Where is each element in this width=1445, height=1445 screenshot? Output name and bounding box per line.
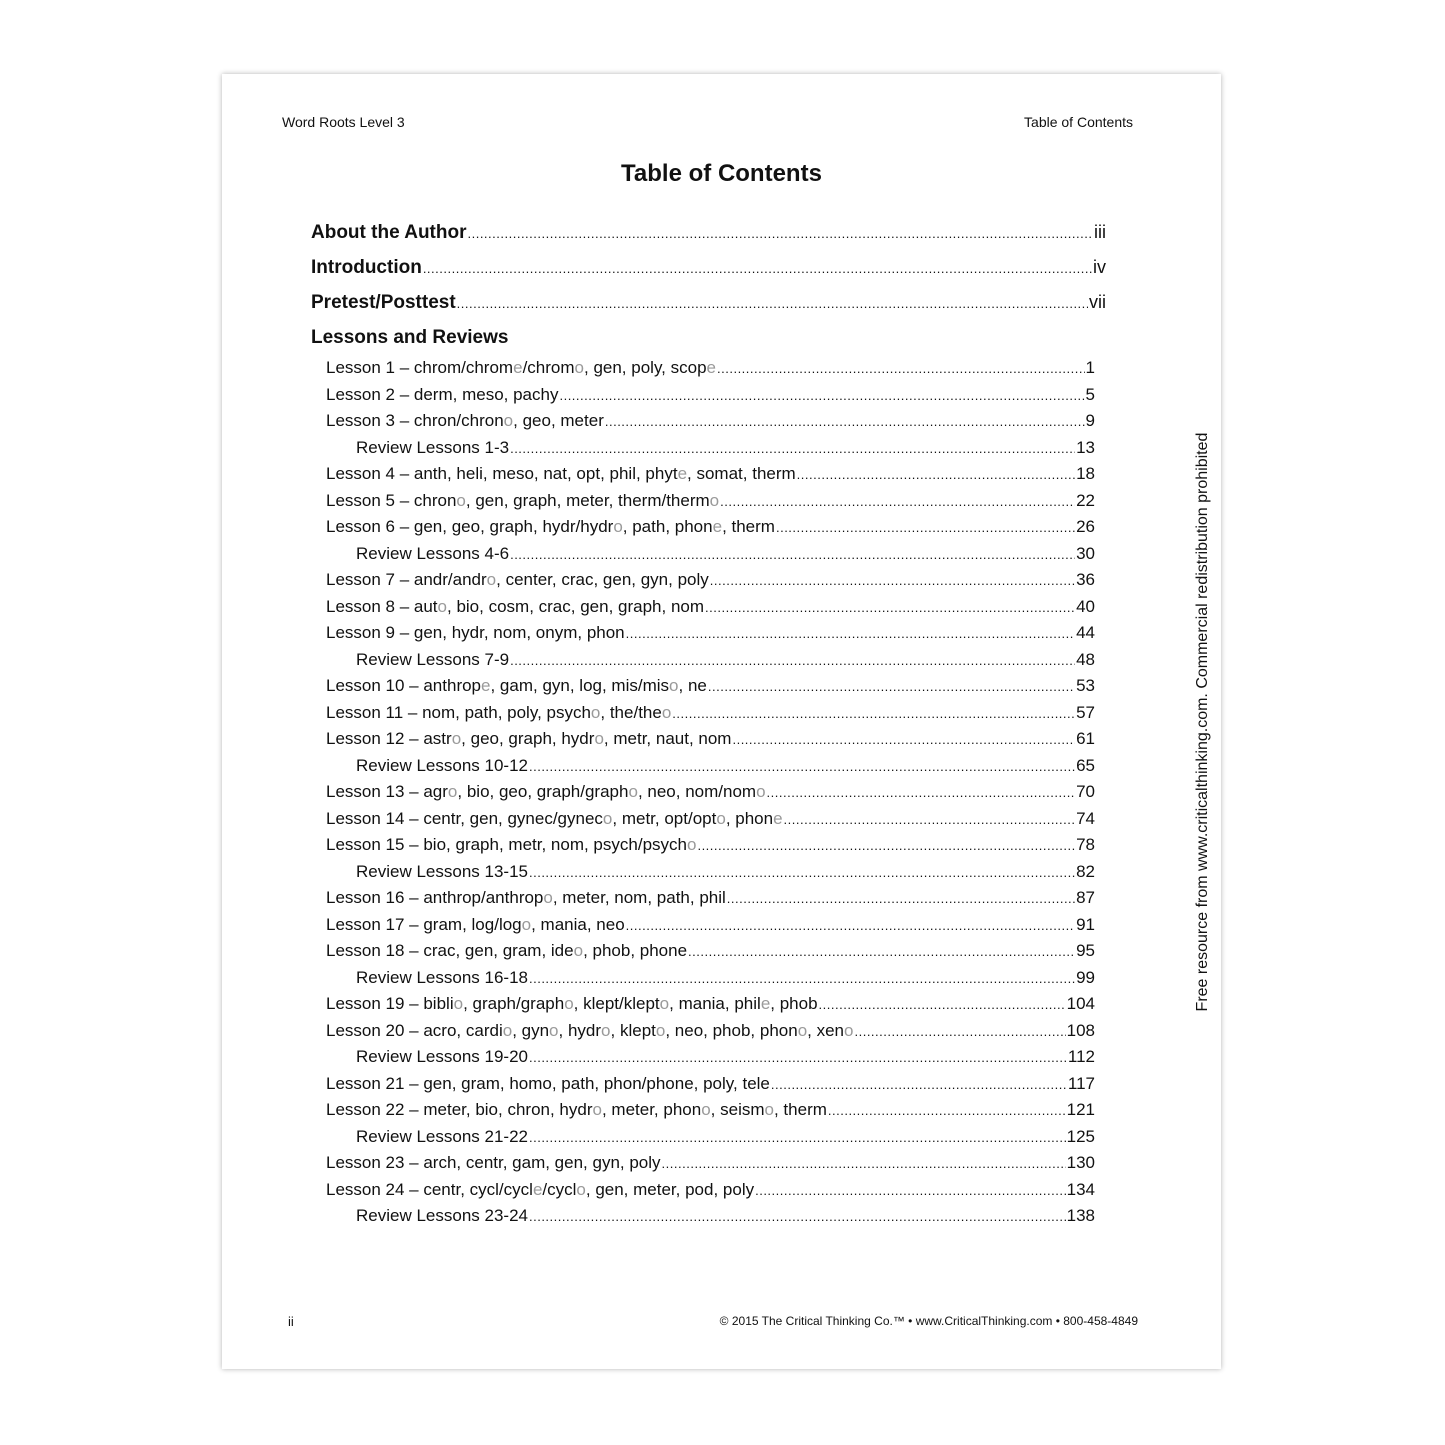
combining-vowel: o	[701, 1100, 711, 1119]
toc-entry-label: About the Author	[311, 222, 467, 243]
toc-lesson-entry[interactable]	[326, 676, 1095, 696]
dot-leader	[688, 944, 1075, 959]
entry-text: Lesson 17 – gram, log/log	[326, 914, 522, 934]
toc-entry-page: 1	[1085, 358, 1095, 377]
toc-review-entry[interactable]	[356, 1047, 1095, 1067]
combining-vowel: e	[677, 464, 688, 483]
entry-text: , hydr	[558, 1020, 602, 1040]
entry-text: , metr, naut, nom	[603, 729, 732, 748]
toc-entry-label	[326, 1180, 754, 1200]
entry-text: , phob	[770, 994, 818, 1013]
toc-review-entry[interactable]	[356, 756, 1095, 776]
combining-vowel: o	[601, 1020, 611, 1040]
toc-entry-label	[326, 385, 558, 405]
combining-vowel: o	[437, 596, 447, 616]
dot-leader	[755, 1183, 1066, 1198]
entry-text: Lesson 1 – chrom/chrom	[326, 358, 514, 377]
toc-entry-page: 57	[1076, 702, 1095, 722]
toc-entry-page: 53	[1076, 676, 1095, 695]
entry-text: , meter, nom, path, phil	[552, 888, 726, 907]
combining-vowel: o	[716, 808, 726, 828]
combining-vowel: e	[481, 676, 491, 695]
entry-text: Lesson 24 – centr, cycl/cycl	[326, 1179, 533, 1199]
dot-leader	[626, 918, 1075, 933]
toc-lesson-entry[interactable]	[326, 1100, 1095, 1120]
combining-vowel: e	[706, 358, 717, 377]
toc-lesson-entry[interactable]	[326, 1180, 1095, 1200]
entry-text: , path, phon	[622, 517, 713, 536]
dot-leader	[720, 494, 1075, 509]
dot-leader	[717, 361, 1085, 376]
combining-vowel: o	[574, 358, 584, 377]
entry-text: Lesson 13 – agr	[326, 782, 448, 801]
toc-lesson-entry[interactable]	[326, 888, 1095, 908]
toc-entry-page: 22	[1076, 490, 1095, 510]
entry-text: , graph/graph	[463, 994, 565, 1013]
toc-lesson-entry[interactable]	[326, 464, 1095, 484]
combining-vowel: e	[773, 808, 783, 828]
entry-text: Review Lessons 16-18	[356, 967, 528, 987]
toc-entry-label	[326, 888, 726, 908]
entry-text: Lesson 18 – crac, gen, gram, ide	[326, 941, 574, 960]
combining-vowel: o	[543, 888, 553, 907]
toc-review-entry[interactable]	[356, 1206, 1095, 1226]
toc-entry-label	[356, 1127, 528, 1147]
toc-entry-page: 134	[1066, 1179, 1095, 1199]
entry-text: Review Lessons 23-24	[356, 1206, 528, 1225]
toc-entry-page: 117	[1067, 1073, 1095, 1093]
toc-entry-label	[356, 1047, 528, 1067]
toc-entry-page: 130	[1066, 1153, 1095, 1172]
toc-entry-page: 13	[1076, 437, 1095, 457]
toc-entry-page: 74	[1076, 808, 1095, 828]
entry-text: , seism	[710, 1100, 765, 1119]
entry-text: Review Lessons 21-22	[356, 1126, 528, 1146]
toc-entry-label	[326, 1153, 661, 1173]
toc-lesson-entry[interactable]	[326, 782, 1095, 802]
entry-text: , neo, nom/nom	[637, 782, 757, 801]
dot-leader	[529, 1130, 1066, 1145]
dot-leader	[662, 1156, 1066, 1171]
toc-lesson-entry[interactable]	[326, 1074, 1095, 1094]
entry-text: Lesson 2 – derm, meso, pachy	[326, 384, 559, 404]
entry-text: , phon	[725, 808, 774, 828]
side-watermark-note: Free resource from www.criticalthinking.com. Commercial redistribution prohibited	[1194, 432, 1211, 1012]
entry-text: , center, crac, gen, gyn, poly	[496, 570, 709, 589]
dot-leader	[708, 679, 1075, 694]
dot-leader	[510, 441, 1075, 456]
toc-entry-page: 82	[1076, 861, 1095, 881]
toc-entry-page: 18	[1076, 464, 1095, 483]
combining-vowel: o	[594, 729, 604, 748]
combining-vowel: o	[709, 490, 720, 510]
dot-leader	[457, 296, 1088, 311]
toc-entry-page: 48	[1076, 649, 1095, 669]
combining-vowel: e	[532, 1179, 543, 1199]
dot-leader	[819, 997, 1066, 1012]
page-number: ii	[288, 1314, 294, 1329]
toc-entry-page: 87	[1076, 888, 1095, 907]
running-header-book-title: Word Roots Level 3	[282, 114, 405, 130]
toc-lesson-entry[interactable]	[326, 915, 1095, 935]
combining-vowel: o	[549, 1020, 559, 1040]
combining-vowel: e	[712, 517, 723, 536]
entry-text: Lesson 8 – aut	[326, 596, 438, 616]
toc-entry-label	[356, 544, 509, 564]
toc-entry-page: 26	[1076, 517, 1095, 536]
toc-entry-label	[326, 994, 818, 1014]
toc-entry-page: iv	[1093, 257, 1106, 277]
toc-entry-label	[326, 597, 704, 617]
entry-text: , xen	[807, 1020, 845, 1040]
toc-entry-label	[326, 464, 796, 484]
dot-leader	[727, 891, 1075, 906]
toc-entry-page: 112	[1067, 1047, 1095, 1066]
entry-text: , gam, gyn, log, mis/mis	[490, 676, 670, 695]
entry-text: Lesson 9 – gen, hydr, nom, onym, phon	[326, 623, 625, 642]
entry-text: /chrom	[522, 358, 575, 377]
entry-text: Lesson 5 – chron	[326, 490, 457, 510]
dot-leader	[423, 261, 1092, 276]
toc-lesson-entry[interactable]	[326, 623, 1095, 643]
toc-entry-label	[326, 358, 716, 378]
dot-leader	[529, 971, 1075, 986]
toc-entry-page: 95	[1076, 941, 1095, 960]
toc-lesson-entry[interactable]	[326, 491, 1095, 511]
combining-vowel: o	[503, 411, 514, 430]
combining-vowel: o	[655, 1020, 666, 1040]
toc-entry-label	[356, 1206, 528, 1226]
entry-text: , meter, phon	[601, 1100, 702, 1119]
combining-vowel: o	[602, 808, 613, 828]
entry-text: , geo, meter	[513, 411, 604, 430]
entry-text: Lesson 4 – anth, heli, meso, nat, opt, phil, phyt	[326, 464, 678, 483]
toc-entry-page: 44	[1076, 623, 1095, 642]
entry-text: Lesson 19 – bibli	[326, 994, 454, 1013]
combining-vowel: o	[669, 676, 679, 695]
entry-text: Lesson 16 – anthrop/anthrop	[326, 888, 544, 907]
toc-lesson-entry[interactable]	[326, 358, 1095, 378]
entry-text: , mania, phil	[669, 994, 761, 1013]
toc-review-entry[interactable]	[356, 650, 1095, 670]
entry-text: Review Lessons 1-3	[356, 437, 510, 457]
toc-review-entry[interactable]	[356, 438, 1095, 458]
toc-entry-label	[326, 782, 766, 802]
entry-text: , gen, poly, scop	[584, 358, 707, 377]
toc-entry-label: Pretest/Posttest	[311, 292, 456, 313]
toc-entry-label	[356, 438, 509, 458]
dot-leader	[828, 1103, 1066, 1118]
dot-leader	[854, 1024, 1065, 1039]
toc-entry-label	[326, 1021, 853, 1041]
entry-text: Lesson 10 – anthrop	[326, 676, 482, 695]
toc-entry-label	[326, 1100, 827, 1120]
entry-text: , phob, phone	[583, 941, 688, 960]
toc-entry-page: 30	[1076, 543, 1095, 563]
combining-vowel: o	[456, 490, 466, 510]
toc-entry-label	[326, 835, 696, 855]
entry-text: , bio, cosm, crac, gen, graph, nom	[447, 596, 705, 616]
combining-vowel: o	[521, 914, 532, 934]
entry-text: , klept	[610, 1020, 656, 1040]
toc-entry-page: 40	[1076, 596, 1095, 616]
entry-text: Lesson 7 – andr/andr	[326, 570, 487, 589]
toc-entry-label	[326, 729, 731, 749]
dot-leader	[605, 414, 1085, 429]
section-heading: Lessons and Reviews	[311, 327, 509, 348]
entry-text: , metr, opt/opt	[612, 808, 717, 828]
toc-entry-page: 99	[1076, 967, 1095, 987]
entry-text: , bio, geo, graph/graph	[457, 782, 629, 801]
entry-text: Review Lessons 7-9	[356, 649, 510, 669]
toc-entry-label	[326, 1074, 770, 1094]
dot-leader	[797, 467, 1075, 482]
combining-vowel: o	[844, 1020, 854, 1040]
toc-review-entry[interactable]	[356, 862, 1095, 882]
combining-vowel: o	[453, 994, 464, 1013]
entry-text: , somat, therm	[687, 464, 796, 483]
combining-vowel: o	[628, 782, 638, 801]
running-header-section: Table of Contents	[1024, 114, 1133, 130]
toc-entry-page: 78	[1076, 835, 1095, 854]
toc-entry-page: 104	[1066, 994, 1095, 1013]
dot-leader	[767, 785, 1076, 800]
toc-lesson-entry[interactable]	[326, 703, 1095, 723]
entry-text: , gyn	[512, 1020, 550, 1040]
toc-entry-label	[326, 570, 709, 590]
dot-leader	[705, 600, 1075, 615]
dot-leader	[467, 226, 1093, 241]
toc-entry-page: 5	[1085, 384, 1095, 404]
combining-vowel: e	[513, 358, 523, 377]
toc-entry-page: 36	[1076, 570, 1095, 589]
entry-text: Lesson 14 – centr, gen, gynec/gynec	[326, 808, 603, 828]
combining-vowel: e	[760, 994, 771, 1013]
toc-entry-label	[326, 809, 783, 829]
entry-text: Review Lessons 13-15	[356, 861, 528, 881]
combining-vowel: o	[573, 941, 584, 960]
toc-entry-page: 65	[1076, 755, 1095, 775]
combining-vowel: o	[613, 517, 623, 536]
dot-leader	[672, 706, 1075, 721]
combining-vowel: o	[797, 1020, 808, 1040]
toc-entry-label	[356, 756, 528, 776]
combining-vowel: o	[659, 994, 670, 1013]
toc-entry-label	[326, 411, 604, 431]
toc-entry-label	[356, 862, 528, 882]
toc-entry-introduction[interactable]	[311, 257, 1106, 279]
dot-leader	[771, 1077, 1067, 1092]
entry-text: , gen, meter, pod, poly	[585, 1179, 755, 1199]
page-title: Table of Contents	[621, 160, 822, 187]
toc-entry-page: 138	[1066, 1206, 1095, 1225]
toc-lesson-entry[interactable]	[326, 597, 1095, 617]
entry-text: Lesson 20 – acro, cardi	[326, 1020, 503, 1040]
dot-leader	[626, 626, 1075, 641]
toc-entry-page: 91	[1076, 914, 1095, 934]
toc-lesson-entry[interactable]	[326, 570, 1095, 590]
toc-entry-page: iii	[1094, 222, 1106, 242]
dot-leader	[559, 388, 1084, 403]
toc-entry-page: 9	[1085, 411, 1095, 430]
copyright-line: © 2015 The Critical Thinking Co.™ • www.CriticalThinking.com • 800-458-4849	[719, 1314, 1138, 1328]
combining-vowel: o	[764, 1100, 774, 1119]
entry-text: , klept/klept	[573, 994, 660, 1013]
toc-entry-label	[356, 650, 509, 670]
toc-lesson-entry[interactable]	[326, 385, 1095, 405]
dot-leader	[529, 1209, 1066, 1224]
toc-entry-label: Introduction	[311, 257, 422, 278]
toc-lesson-entry[interactable]	[326, 1153, 1095, 1173]
toc-lesson-entry[interactable]	[326, 809, 1095, 829]
entry-text: Lesson 15 – bio, graph, metr, nom, psych/psych	[326, 835, 687, 854]
entry-text: , the/the	[600, 702, 662, 722]
toc-entry-page: 121	[1066, 1100, 1095, 1119]
entry-text: Lesson 6 – gen, geo, graph, hydr/hydr	[326, 517, 614, 536]
dot-leader	[697, 838, 1075, 853]
combining-vowel: o	[486, 570, 497, 589]
combining-vowel: o	[576, 1179, 586, 1199]
entry-text: Review Lessons 4-6	[356, 543, 510, 563]
entry-text: , neo, phob, phon	[665, 1020, 798, 1040]
toc-lesson-entry[interactable]	[326, 411, 1095, 431]
combining-vowel: o	[592, 1100, 602, 1119]
toc-lesson-entry[interactable]	[326, 517, 1095, 537]
entry-text: /cycl	[542, 1179, 577, 1199]
entry-text: , therm	[773, 1100, 827, 1119]
dot-leader	[732, 732, 1075, 747]
toc-lesson-entry[interactable]	[326, 1021, 1095, 1041]
entry-text: Lesson 23 – arch, centr, gam, gen, gyn, poly	[326, 1153, 661, 1172]
combining-vowel: o	[451, 729, 462, 748]
entry-text: Lesson 3 – chron/chron	[326, 411, 504, 430]
toc-entry-about-author[interactable]	[311, 222, 1106, 244]
combining-vowel: o	[686, 835, 697, 854]
entry-text: Review Lessons 10-12	[356, 755, 528, 775]
toc-entry-label	[326, 941, 687, 961]
toc-entry-page: 70	[1076, 782, 1095, 801]
entry-text: Lesson 21 – gen, gram, homo, path, phon/phone, poly, tele	[326, 1073, 770, 1093]
toc-review-entry[interactable]	[356, 968, 1095, 988]
dot-leader	[784, 812, 1076, 827]
toc-lesson-entry[interactable]	[326, 994, 1095, 1014]
toc-review-entry[interactable]	[356, 1127, 1095, 1147]
dot-leader	[510, 653, 1075, 668]
combining-vowel: o	[756, 782, 766, 801]
document-page	[222, 74, 1221, 1369]
toc-entry-label	[326, 915, 625, 935]
dot-leader	[510, 547, 1075, 562]
dot-leader	[529, 759, 1075, 774]
toc-entry-label	[326, 676, 707, 696]
toc-entry-page: vii	[1089, 292, 1106, 312]
dot-leader	[710, 573, 1075, 588]
entry-text: , mania, neo	[531, 914, 625, 934]
toc-entry-page: 108	[1066, 1020, 1095, 1040]
toc-entry-label	[356, 968, 528, 988]
toc-entry-page: 125	[1066, 1126, 1095, 1146]
entry-text: , gen, graph, meter, therm/therm	[465, 490, 710, 510]
combining-vowel: o	[661, 702, 672, 722]
toc-entry-label	[326, 623, 625, 643]
combining-vowel: o	[564, 994, 574, 1013]
dot-leader	[529, 865, 1075, 880]
dot-leader	[776, 520, 1075, 535]
combining-vowel: o	[590, 702, 601, 722]
entry-text: Review Lessons 19-20	[356, 1047, 528, 1066]
entry-text: , geo, graph, hydr	[461, 729, 595, 748]
dot-leader	[529, 1050, 1067, 1065]
combining-vowel: o	[502, 1020, 513, 1040]
toc-entry-label	[326, 517, 775, 537]
entry-text: , ne	[678, 676, 707, 695]
entry-text: Lesson 11 – nom, path, poly, psych	[326, 702, 591, 722]
toc-lesson-entry[interactable]	[326, 729, 1095, 749]
entry-text: , therm	[722, 517, 775, 536]
toc-lesson-entry[interactable]	[326, 941, 1095, 961]
toc-entry-page: 61	[1076, 729, 1095, 748]
toc-entry-label	[326, 703, 671, 723]
toc-entry-label	[326, 491, 719, 511]
toc-review-entry[interactable]	[356, 544, 1095, 564]
toc-lesson-entry[interactable]	[326, 835, 1095, 855]
toc-entry-pretest-posttest[interactable]	[311, 292, 1106, 314]
entry-text: Lesson 12 – astr	[326, 729, 452, 748]
entry-text: Lesson 22 – meter, bio, chron, hydr	[326, 1100, 593, 1119]
combining-vowel: o	[447, 782, 458, 801]
